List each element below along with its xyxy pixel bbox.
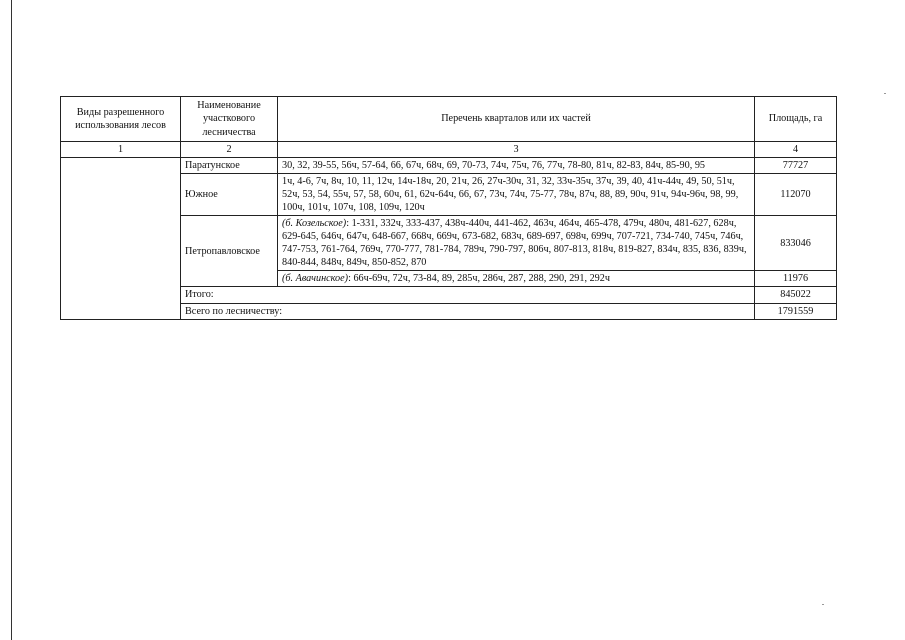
forest-quarters-table bbox=[60, 96, 837, 320]
former-forestry-name: (б. Козельское) bbox=[282, 218, 347, 230]
quarters-text: : 66ч-69ч, 72ч, 73-84, 89, 285ч, 286ч, 287, 288, 290, 291, 292ч bbox=[348, 273, 610, 285]
table-row bbox=[61, 158, 837, 174]
subtotal-label: Итого: bbox=[181, 287, 755, 303]
scan-speck bbox=[884, 93, 886, 94]
total-label: Всего по лесничеству: bbox=[181, 303, 755, 319]
quarters-list: 30, 32, 39-55, 56ч, 57-64, 66, 67ч, 68ч, 69, 70-73, 74ч, 75ч, 76, 77ч, 78-80, 81ч, 82-83, 84ч, 85-90, 95 bbox=[278, 158, 755, 174]
header-quarters-list: Перечень кварталов или их частей bbox=[278, 97, 755, 142]
area-value: 833046 bbox=[755, 216, 837, 271]
column-number: 3 bbox=[278, 142, 755, 158]
scan-speck bbox=[822, 604, 824, 605]
page-left-edge bbox=[11, 0, 12, 640]
forestry-name: Петропавловское bbox=[181, 216, 278, 287]
quarters-list bbox=[278, 271, 755, 287]
area-value: 11976 bbox=[755, 271, 837, 287]
header-usage-types: Виды разрешенного использования лесов bbox=[61, 97, 181, 142]
column-number: 2 bbox=[181, 142, 278, 158]
quarters-text: : 1-331, 332ч, 333-437, 438ч-440ч, 441-462, 463ч, 464ч, 465-478, 479ч, 480ч, 481-627, 628ч, 629-645, 646ч, 647ч, 648-667, 668ч, 669ч, 673-682, 683ч, 689-697, 698ч, 699ч, 707-721, 734-740, 745ч, 746ч, 747-753, 761-764, 769ч, 770-777, 781-784, 789ч, 790-797, 806ч, 807-813, 818ч, 819-827, 834ч, 835, 836, 839ч, 840-844, 848ч, 849ч, 850-852, 870 bbox=[282, 218, 747, 269]
usage-type-cell bbox=[61, 158, 181, 320]
area-value: 112070 bbox=[755, 174, 837, 216]
forestry-name: Паратунское bbox=[181, 158, 278, 174]
quarters-list: 1ч, 4-6, 7ч, 8ч, 10, 11, 12ч, 14ч-18ч, 20, 21ч, 26, 27ч-30ч, 31, 32, 33ч-35ч, 37ч, 39, 40, 41ч-44ч, 49, 50, 51ч, 52ч, 53, 54, 55ч, 57, 58, 60ч, 61, 62ч-64ч, 66, 67, 73ч, 74ч, 75-77, 78ч, 87ч, 88, 89, 90ч, 91ч, 94ч-96ч, 98, 99, 100ч, 101ч, 107ч, 108, 109ч, 120ч bbox=[278, 174, 755, 216]
column-number: 4 bbox=[755, 142, 837, 158]
header-forestry-name: Наименование участкового лесничества bbox=[181, 97, 278, 142]
header-row bbox=[61, 97, 837, 142]
header-area: Площадь, га bbox=[755, 97, 837, 142]
former-forestry-name: (б. Авачинское) bbox=[282, 273, 349, 285]
area-value: 77727 bbox=[755, 158, 837, 174]
column-number: 1 bbox=[61, 142, 181, 158]
forestry-name: Южное bbox=[181, 174, 278, 216]
total-value: 1791559 bbox=[755, 303, 837, 319]
column-number-row bbox=[61, 142, 837, 158]
subtotal-value: 845022 bbox=[755, 287, 837, 303]
quarters-list bbox=[278, 216, 755, 271]
